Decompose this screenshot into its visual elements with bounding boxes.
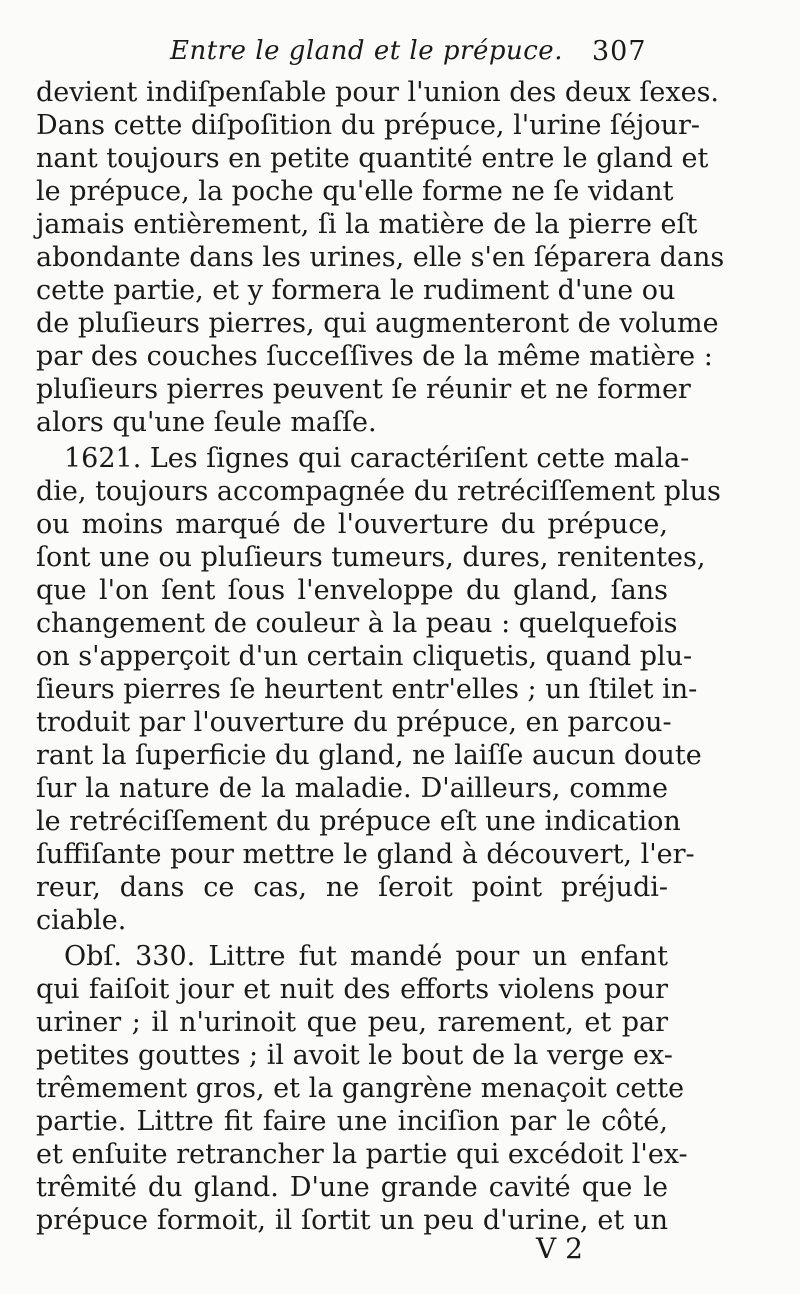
text-line: le retréciſſement du prépuce eſt une indication <box>36 806 681 837</box>
observation-330-start: Obſ. 330. Littre fut mandé pour un enfant <box>64 941 668 972</box>
signature-mark: V 2 <box>536 1232 583 1265</box>
text-line: ou moins marqué de l'ouverture du prépuce, <box>36 509 668 540</box>
text-line: pluſieurs pierres peuvent ſe réunir et ne former <box>36 374 691 405</box>
text-line: ſuffiſante pour mettre le gland à découvert, l'er- <box>36 839 695 870</box>
text-line: ſieurs pierres ſe heurtent entr'elles ; un ſtilet in- <box>36 674 698 705</box>
text-line: ciable. <box>36 905 127 936</box>
text-line: ſur la nature de la maladie. D'ailleurs, comme <box>36 773 668 804</box>
page-number: 307 <box>592 36 647 67</box>
text-line: troduit par l'ouverture du prépuce, en parcou- <box>36 707 672 738</box>
text-line: que l'on ſent ſous l'enveloppe du gland, ſans <box>36 575 668 606</box>
text-line: petites gouttes ; il avoit le bout de la verge ex- <box>36 1040 673 1071</box>
running-title: Entre le gland et le prépuce. <box>170 36 563 66</box>
text-line: prépuce formoit, il ſortit un peu d'urine, et un <box>36 1205 668 1236</box>
text-line: reur, dans ce cas, ne ſeroit point préjudi- <box>36 872 668 903</box>
text-line: uriner ; il n'urinoit que peu, rarement, et par <box>36 1007 668 1038</box>
text-line: Dans cette diſpoſition du prépuce, l'urine ſéjour- <box>36 110 701 141</box>
text-line: le prépuce, la poche qu'elle forme ne ſe vidant <box>36 176 674 207</box>
text-line: trêmité du gland. D'une grande cavité que le <box>36 1172 668 1203</box>
text-line: ſont une ou pluſieurs tumeurs, dures, renitentes, <box>36 542 706 573</box>
text-line: de pluſieurs pierres, qui augmenteront de volume <box>36 308 719 339</box>
text-line: on s'apperçoit d'un certain cliquetis, quand plu- <box>36 641 693 672</box>
paragraph-1621-start: 1621. Les ſignes qui caractériſent cette mala- <box>64 443 690 474</box>
text-line: trêmement gros, et la gangrène menaçoit cette <box>36 1073 685 1104</box>
text-line: partie. Littre fit faire une inciſion par le côté, <box>36 1106 668 1137</box>
text-line: qui faiſoit jour et nuit des efforts violens pour <box>36 974 668 1005</box>
text-line: die, toujours accompagnée du retréciſſement plus <box>36 476 721 507</box>
text-line: changement de couleur à la peau : quelquefois <box>36 608 678 639</box>
text-line: et enſuite retrancher la partie qui excédoit l'ex- <box>36 1139 688 1170</box>
text-line: par des couches ſucceſſives de la même matière : <box>36 341 713 372</box>
text-line: abondante dans les urines, elle s'en ſéparera dans <box>36 242 725 273</box>
text-line: nant toujours en petite quantité entre le gland et <box>36 143 709 174</box>
text-line: cette partie, et y formera le rudiment d'une ou <box>36 275 676 306</box>
text-line: alors qu'une ſeule maſſe. <box>36 407 377 438</box>
text-line: rant la ſuperficie du gland, ne laiſſe aucun doute <box>36 740 702 771</box>
text-line: devient indiſpenſable pour l'union des deux ſexes. <box>36 77 720 108</box>
text-line: jamais entièrement, ſi la matière de la pierre eſt <box>36 209 698 240</box>
